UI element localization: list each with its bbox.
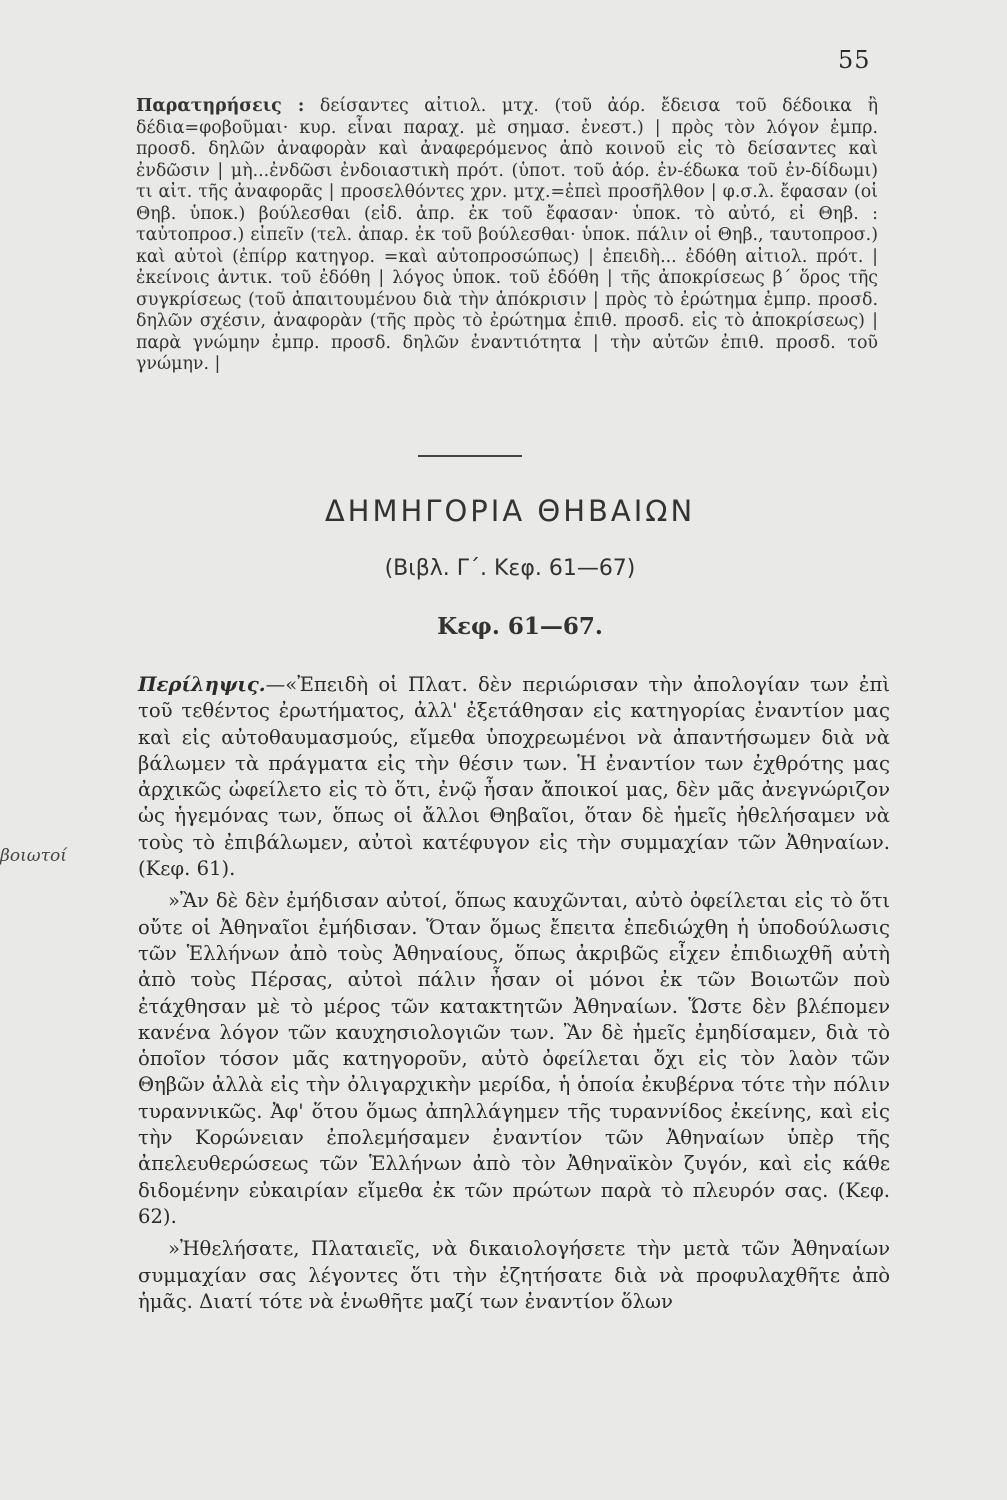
body-paragraph-1 <box>138 672 890 882</box>
book-chapter-reference: (Βιβλ. Γ΄. Κεφ. 61—67) <box>384 556 636 581</box>
chapter-heading: Κεφ. 61—67. <box>437 613 603 640</box>
speech-title: ΔΗΜΗΓΟΡΙΑ ΘΗΒΑΙΩΝ <box>324 494 696 528</box>
body-paragraph-1-text: —«Ἐπειδὴ οἱ Πλατ. δὲν περιώρισαν τὴν ἀπολογίαν των ἐπὶ τοῦ τεθέντος ἐρωτήματος, ἀλλ' ἐξετάθησαν εἰς κατηγορίας ἐναντίον μας καὶ εἰς αὐτοθαυμασμούς, εἴμεθα ὑποχρεωμένοι νὰ ἀπαντήσωμεν διὰ νὰ βάλωμεν τὰ πράγματα εἰς τὴν θέσιν των. Ἡ ἐναντίον των ἐχθρότης μας ἀρχικῶς ὠφείλετο εἰς τὸ ὅτι, ἐνῷ ἦσαν ἄποικοί μας, δὲν μᾶς ἀνεγνώριζον ὡς ἡγεμόνας των, ὅπως οἱ ἄλλοι Θηβαῖοι, ὅταν δὲ ἡμεῖς ἠθελήσαμεν νὰ τοὺς τὸ ἐπιβάλωμεν, αὐτοὶ κατέφυγον εἰς τὴν συμμαχίαν τῶν Ἀθηναίων. (Κεφ. 61). <box>138 673 890 881</box>
notes-text: δείσαντες αἰτιολ. μτχ. (τοῦ ἀόρ. ἔδεισα τοῦ δέδοικα ἢ δέδια=φοβοῦμαι· κυρ. εἶναι παραχ. μὲ σημασ. ἐνεστ.) | πρὸς τὸν λόγον ἐμπρ. προσδ. δηλῶν ἀναφορὰν καὶ ἀναφερόμενος ἀπὸ κοινοῦ εἰς τὸ δείσαντες καὶ ἐνδῶσιν | μὴ...ἐνδῶσι ἐνδοιαστικὴ πρότ. (ὑποτ. τοῦ ἀόρ. ἐν-έδωκα τοῦ ἐν-δίδωμι) τι αἰτ. τῆς ἀναφορᾶς | προσελθόντες χρν. μτχ.=ἐπεὶ προσῆλθον | φ.σ.λ. ἔφασαν (οἱ Θηβ. ὑποκ.) βούλεσθαι (εἰδ. ἀπρ. ἐκ τοῦ ἔφασαν· ὑποκ. τὸ αὐτό, εἰ Θηβ. : ταὐτοπροσ.) εἰπεῖν (τελ. ἀπαρ. ἐκ τοῦ βούλεσθαι· ὑποκ. πάλιν οἱ Θηβ., ταυτοπροσ.) καὶ αὐτοὶ (ἐπίρρ κατηγορ. =καὶ αὐτοπροσώπως) | ἐπειδὴ... ἐδόθη αἰτιολ. πρότ. | ἐκείνοις ἀντικ. τοῦ ἐδόθη | λόγος ὑποκ. τοῦ ἐδόθη | τῆς ἀποκρίσεως β΄ ὅρος τῆς συγκρίσεως (τοῦ ἀπαιτουμένου διὰ τὴν ἀπόκρισιν | πρὸς τὸ ἐρώτημα ἐμπρ. προσδ. δηλῶν σχέσιν, ἀναφορὰν (τῆς πρὸς τὸ ἐρώτημα ἐπιθ. προσδ. εἰς τὸ ἀποκρίσεως) | παρὰ γνώμην ἐμπρ. προσδ. δηλῶν ἐναντιότητα | τὴν αὐτῶν ἐπιθ. προσδ. τοῦ γνώμην. | <box>136 96 879 374</box>
summary-label: Περίληψις. <box>138 673 266 696</box>
notes-label: Παρατηρήσεις : <box>136 96 305 116</box>
summary-body <box>138 672 890 1321</box>
page-number: 55 <box>838 46 871 74</box>
body-paragraph-3: »Ἠθελήσατε, Πλαταιεῖς, νὰ δικαιολογήσετε τὴν μετὰ τῶν Ἀθηναίων συμμαχίαν σας λέγοντες ὅτι τὴν ἐζητήσατε διὰ νὰ προφυλαχθῆτε ἀπὸ ἡμᾶς. Διατί τότε νὰ ἑνωθῆτε μαζί των ἐναντίον ὅλων <box>138 1237 890 1313</box>
section-divider <box>418 455 522 457</box>
handwritten-margin-note: βοιωτοί <box>0 846 67 866</box>
body-paragraph-2: »Ἂν δὲ δὲν ἐμήδισαν αὐτοί, ὅπως καυχῶνται, αὐτὸ ὀφείλεται εἰς τὸ ὅτι οὔτε οἱ Ἀθηναῖοι ἐμήδισαν. Ὅταν ὅμως ἔπειτα ἐπεδιώχθη ἡ ὑποδούλωσις τῶν Ἑλλήνων ἀπὸ τοὺς Ἀθηναίους, ὅπως ἀκριβῶς εἶχεν ἐπιδιωχθῆ αὐτὴ ἀπὸ τοὺς Πέρσας, αὐτοὶ πάλιν ἦσαν οἱ μόνοι ἐκ τῶν Βοιωτῶν ποὺ ἐτάχθησαν μὲ τὸ μέρος τῶν κατακτητῶν Ἀθηναίων. Ὥστε δὲν βλέπομεν κανένα λόγον τῶν καυχησιολογιῶν των. Ἂν δὲ ἡμεῖς ἐμηδίσαμεν, διὰ τὸ ὁποῖον τόσον μᾶς κατηγοροῦν, αὐτὸ ὀφείλεται ὄχι εἰς τὸν λαὸν τῶν Θηβῶν ἀλλὰ εἰς τὴν ὀλιγαρχικὴν μερίδα, ἡ ὁποία ἐκυβέρνα τότε τὴν πόλιν τυραννικῶς. Ἀφ' ὅτου ὅμως ἀπηλλάγημεν τῆς τυραννίδος ἐκείνης, καὶ εἰς τὴν Κορώνειαν ἐπολεμήσαμεν ἐναντίον τῶν Ἀθηναίων ὑπὲρ τῆς ἀπελευθερώσεως τῶν Ἑλλήνων ἀπὸ τὸν Ἀθηναϊκὸν ζυγόν, καὶ εἰς κάθε διδομένην εὐκαιρίαν εἴμεθα ἐκ τῶν πρώτων παρὰ τὸ πλευρόν σας. (Κεφ. 62). <box>138 889 890 1228</box>
notes-block <box>136 96 878 376</box>
notes-paragraph <box>136 96 878 376</box>
